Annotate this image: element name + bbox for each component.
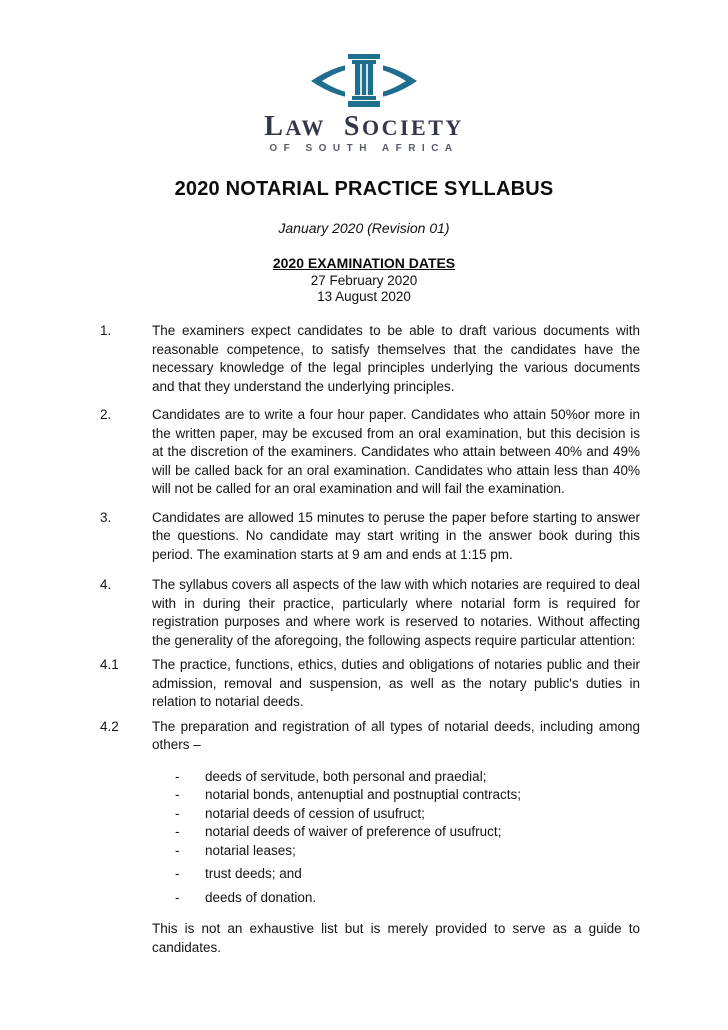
list-item-dash: -: [175, 824, 180, 839]
list-item: [175, 889, 640, 908]
exam-date-2: 13 August 2020: [317, 289, 411, 304]
paragraph-3-number: 3.: [100, 509, 112, 525]
notarial-deeds-list: [175, 768, 640, 908]
document-title: 2020 NOTARIAL PRACTICE SYLLABUS: [174, 178, 554, 200]
paragraph-2: [100, 406, 640, 499]
list-item-dash: -: [175, 866, 180, 881]
list-item-text: notarial leases;: [205, 842, 296, 858]
list-item-dash: -: [175, 842, 180, 858]
list-item: [175, 823, 640, 842]
paragraph-2-number: 2.: [100, 407, 112, 422]
paragraph-4-number: 4.: [100, 577, 112, 592]
list-item: [175, 805, 640, 824]
list-item-dash: -: [175, 787, 180, 802]
list-item-text: notarial bonds, antenuptial and postnuptial contracts;: [205, 787, 521, 802]
column-ellipse-logo-icon: [308, 50, 420, 112]
law-society-logo: [0, 50, 728, 154]
exam-dates-heading: 2020 EXAMINATION DATES: [272, 255, 456, 271]
paragraph-1-text: The examiners expect candidates to be able to draft various documents with reasonable competence, to satisfy themselves that the candidates have the necessary knowledge of the legal principles underlying the various documents and that they understand the underlying principles.: [152, 323, 640, 394]
list-item-text: notarial deeds of cession of usufruct;: [205, 805, 425, 821]
paragraph-4-1-text: The practice, functions, ethics, duties and obligations of notaries public and their admission, removal and suspension, as well as the notary public's duties in relation to notarial deeds.: [152, 657, 640, 709]
list-item: [175, 768, 640, 787]
list-item: [175, 786, 640, 805]
exam-date-1: 27 February 2020: [310, 273, 418, 288]
document-subtitle: January 2020 (Revision 01): [278, 220, 450, 236]
logo-word-society: SOCIETY: [343, 111, 464, 142]
paragraph-4: [100, 576, 640, 650]
closing-note: This is not an exhaustive list but is merely provided to serve as a guide to candidates.: [152, 921, 640, 955]
paragraph-3-text: Candidates are allowed 15 minutes to peruse the paper before starting to answer the questions. No candidate may start writing in the answer book during this period. The examination starts at 9 am and ends at 1:15 pm.: [152, 509, 640, 562]
paragraph-4-1-number: 4.1: [100, 657, 119, 672]
paragraph-4-2-number: 4.2: [100, 718, 119, 734]
paragraph-1-number: 1.: [100, 323, 112, 338]
list-item-text: trust deeds; and: [205, 866, 302, 881]
logo-wordmark: [0, 111, 728, 142]
list-item: [175, 865, 640, 884]
paragraph-4-1: [100, 656, 640, 712]
list-item-text: deeds of servitude, both personal and praedial;: [205, 768, 487, 784]
paragraph-4-2-text: The preparation and registration of all types of notarial deeds, including among others –: [152, 718, 640, 752]
document-body: [100, 322, 640, 957]
list-item: [175, 842, 640, 861]
logo-word-law: LAW: [264, 111, 326, 142]
list-item-dash: -: [175, 889, 180, 905]
paragraph-4-text: The syllabus covers all aspects of the law with which notaries are required to deal with in during their practice, particularly where notarial form is required for registration purposes and where work is reserved to notaries. Without affecting the generality of the aforegoing, the following aspects require particular attention:: [152, 577, 640, 648]
logo-tagline: OF SOUTH AFRICA: [269, 143, 459, 154]
paragraph-2-text: Candidates are to write a four hour paper. Candidates who attain 50%or more in the written paper, may be excused from an oral examination, but this decision is at the discretion of the examiners. Candidates who attain between 40% and 49% will be called back for an oral examination. Candidates who attain less than 40% will not be called for an oral examination and will fail the examination.: [152, 407, 640, 496]
list-item-text: deeds of donation.: [205, 889, 317, 905]
paragraph-1: [100, 322, 640, 396]
paragraph-4-2: [100, 718, 640, 755]
paragraph-3: [100, 509, 640, 565]
list-item-dash: -: [175, 768, 180, 784]
list-item-text: notarial deeds of waiver of preference of usufruct;: [205, 824, 502, 839]
list-item-dash: -: [175, 805, 180, 821]
